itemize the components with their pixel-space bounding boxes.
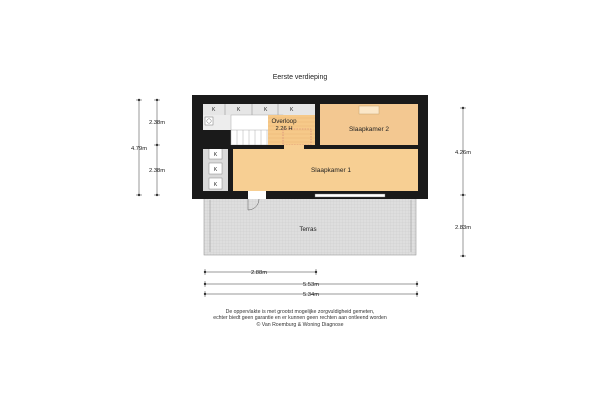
cabinet-strip xyxy=(203,104,315,115)
dim-marker xyxy=(156,99,158,101)
disclaimer xyxy=(0,309,600,328)
cabinet-k-label: K xyxy=(212,107,216,113)
disclaimer-line: De oppervlakte is met grootst mogelijke zorgvuldigheid gemeten, xyxy=(225,309,375,315)
cabinet-k-label: K xyxy=(290,107,294,113)
window-skylight xyxy=(359,106,379,114)
door-opening xyxy=(248,191,266,199)
kitchen-k-label: K xyxy=(213,182,218,188)
kitchen-k-label: K xyxy=(213,152,218,158)
dim-marker xyxy=(138,194,140,196)
dim-left-top: 2.38m xyxy=(148,120,166,126)
dim-marker xyxy=(204,271,206,273)
dim-marker xyxy=(204,293,206,295)
washbasin-icon xyxy=(205,117,213,125)
dimension-right xyxy=(460,108,466,256)
inner-wall-vertical xyxy=(228,145,233,191)
slaapkamer-2-label: Slaapkamer 2 xyxy=(348,126,390,133)
slaapkamer-1-label: Slaapkamer 1 xyxy=(310,167,352,174)
kitchen-k-label: K xyxy=(213,167,218,173)
dim-marker xyxy=(462,107,464,109)
cabinet-k-label: K xyxy=(237,107,241,113)
dim-marker xyxy=(204,283,206,285)
dim-marker xyxy=(416,293,418,295)
doorway-landing xyxy=(284,145,304,149)
floor-title: Eerste verdieping xyxy=(272,74,328,81)
window-bottom xyxy=(315,194,385,197)
cabinet-k-label: K xyxy=(264,107,268,113)
disclaimer-line: echter biedt geen garantie en er kunnen geen rechten aan ontleend worden xyxy=(213,315,387,322)
dim-right-lower: 2.83m xyxy=(454,225,472,231)
dim-bottom-3: 5.34m xyxy=(302,292,320,298)
dim-marker xyxy=(138,99,140,101)
dim-left-bottom: 2.38m xyxy=(148,168,166,174)
dim-bottom-1: 2.88m xyxy=(250,270,268,276)
dim-marker xyxy=(315,271,317,273)
dim-bottom-2: 5.53m xyxy=(302,282,320,288)
dim-left-total: 4.79m xyxy=(130,146,148,152)
dim-marker xyxy=(156,194,158,196)
inner-wall-horizontal xyxy=(203,145,418,149)
dim-marker xyxy=(156,144,158,146)
disclaimer-line: © Van Roemburg & Woning Diagnose xyxy=(256,321,344,328)
overloop-label: Overloop xyxy=(271,118,297,125)
dim-marker xyxy=(462,194,464,196)
dim-marker xyxy=(462,255,464,257)
dim-right-upper: 4.26m xyxy=(454,150,472,156)
overloop-height-label: 2.26 H xyxy=(275,126,293,132)
dim-marker xyxy=(416,283,418,285)
inner-wall xyxy=(315,104,320,145)
terras-label: Terras xyxy=(299,226,317,233)
